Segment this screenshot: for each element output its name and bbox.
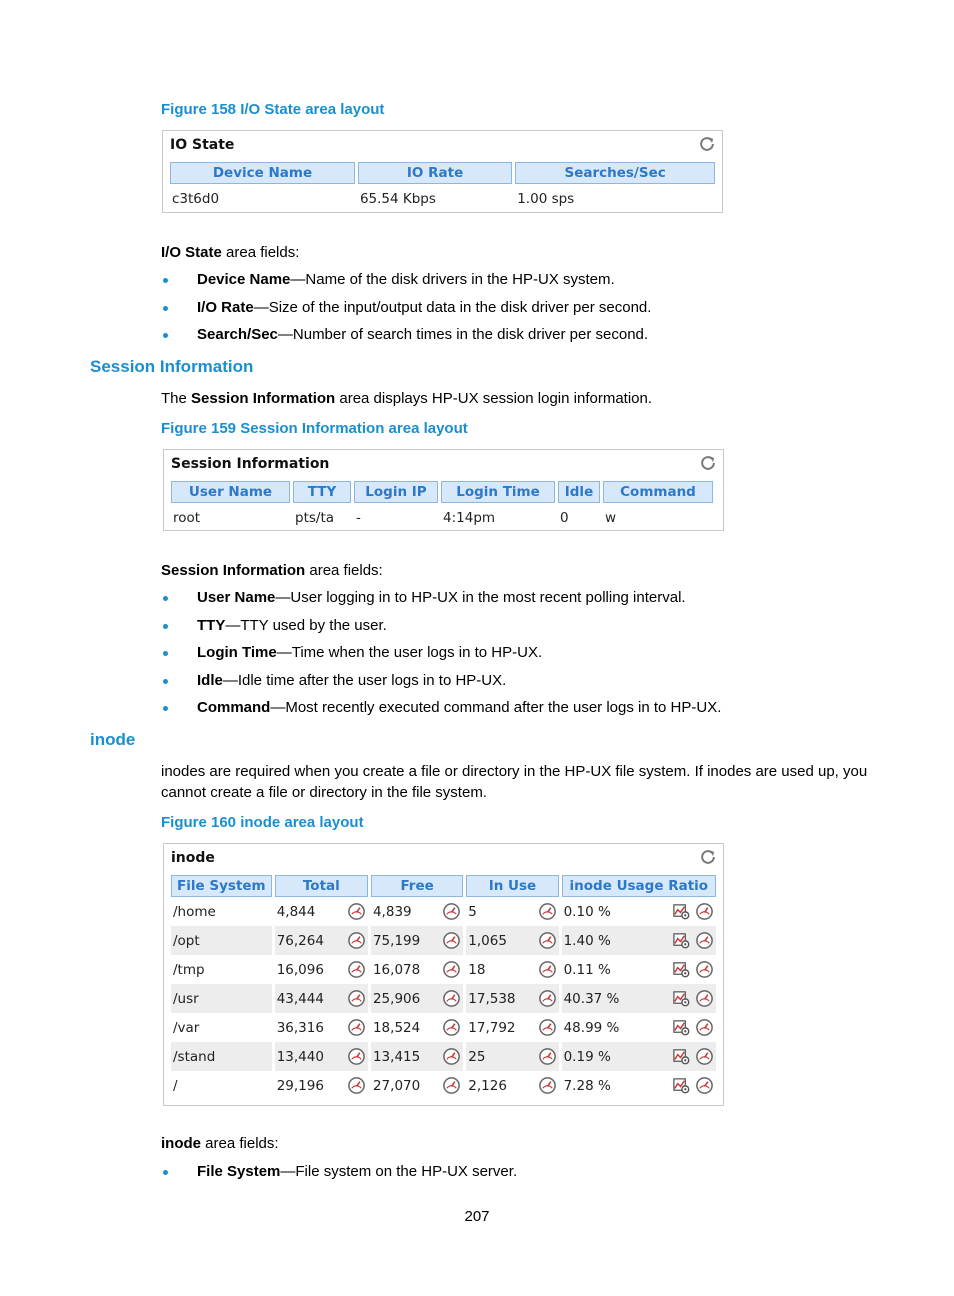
figure-159-caption: Figure 159 Session Information area layout: [161, 420, 468, 437]
in-use-cell: 5: [466, 897, 558, 926]
gauge-icon[interactable]: [442, 989, 461, 1008]
col-login-ip[interactable]: Login IP: [354, 481, 438, 503]
gauge-icon[interactable]: [347, 931, 366, 950]
table-row: [171, 1071, 716, 1100]
col-tty[interactable]: TTY: [293, 481, 351, 503]
col-file-system[interactable]: File System: [171, 875, 272, 897]
gauge-icon[interactable]: [695, 1018, 714, 1037]
gauge-icon[interactable]: [442, 931, 461, 950]
inode-paragraph: inodes are required when you create a file or directory in the HP-UX file system. If inodes are used up, you cannot create a file or directory in the file system.: [161, 763, 868, 801]
gauge-icon[interactable]: [538, 931, 557, 950]
col-free[interactable]: Free: [371, 875, 463, 897]
session-table: [168, 481, 716, 532]
list-item: Idle—Idle time after the user logs in to HP-UX.: [161, 671, 721, 699]
gauge-icon[interactable]: [347, 1047, 366, 1066]
idle-cell: 0: [560, 509, 569, 526]
list-item: I/O Rate—Size of the input/output data in the disk driver per second.: [161, 298, 651, 326]
io-fields-list: [161, 270, 651, 353]
free-cell: 25,906: [371, 984, 463, 1013]
free-cell: 75,199: [371, 926, 463, 955]
chart-settings-icon[interactable]: [672, 989, 691, 1008]
usage-ratio-cell: 0.11 %: [562, 955, 716, 984]
page-number: 207: [464, 1208, 490, 1225]
gauge-icon[interactable]: [538, 989, 557, 1008]
total-cell: 16,096: [275, 955, 368, 984]
panel-title: IO State: [170, 137, 235, 153]
in-use-cell: 17,538: [466, 984, 558, 1013]
col-in-use[interactable]: In Use: [466, 875, 558, 897]
free-cell: 4,839: [371, 897, 463, 926]
free-cell: 16,078: [371, 955, 463, 984]
session-panel: [163, 449, 724, 531]
inode-table: [168, 875, 719, 1100]
col-command[interactable]: Command: [603, 481, 713, 503]
command-cell: w: [605, 509, 617, 526]
gauge-icon[interactable]: [538, 1047, 557, 1066]
usage-ratio-cell: 40.37 %: [562, 984, 716, 1013]
total-cell: 29,196: [275, 1071, 368, 1100]
io-fields-intro: I/O State area fields:: [161, 244, 300, 261]
io-state-table: [167, 162, 718, 213]
total-cell: 43,444: [275, 984, 368, 1013]
gauge-icon[interactable]: [347, 989, 366, 1008]
gauge-icon[interactable]: [695, 989, 714, 1008]
in-use-cell: 17,792: [466, 1013, 558, 1042]
session-fields-list: [161, 588, 721, 726]
usage-ratio-cell: 0.19 %: [562, 1042, 716, 1071]
inode-heading: inode: [90, 730, 136, 749]
chart-settings-icon[interactable]: [672, 931, 691, 950]
list-item: File System—File system on the HP-UX server.: [161, 1162, 517, 1190]
inode-fields-intro: inode area fields:: [161, 1135, 279, 1152]
gauge-icon[interactable]: [695, 960, 714, 979]
list-item: Login Time—Time when the user logs in to HP-UX.: [161, 643, 721, 671]
gauge-icon[interactable]: [442, 960, 461, 979]
total-cell: 76,264: [275, 926, 368, 955]
col-user-name[interactable]: User Name: [171, 481, 290, 503]
table-row: [171, 984, 716, 1013]
figure-160-caption: Figure 160 inode area layout: [161, 814, 364, 831]
col-idle[interactable]: Idle: [558, 481, 600, 503]
file-system-cell: /usr: [171, 984, 272, 1013]
gauge-icon[interactable]: [695, 1047, 714, 1066]
total-cell: 36,316: [275, 1013, 368, 1042]
inode-fields-list: [161, 1162, 517, 1190]
in-use-cell: 1,065: [466, 926, 558, 955]
gauge-icon[interactable]: [347, 1018, 366, 1037]
refresh-icon[interactable]: [698, 135, 716, 153]
table-row: [171, 897, 716, 926]
chart-settings-icon[interactable]: [672, 1076, 691, 1095]
col-searches-sec[interactable]: Searches/Sec: [515, 162, 715, 184]
table-row: [170, 184, 715, 213]
file-system-cell: /opt: [171, 926, 272, 955]
in-use-cell: 2,126: [466, 1071, 558, 1100]
col-device-name[interactable]: Device Name: [170, 162, 355, 184]
login-ip-cell: -: [356, 509, 361, 526]
gauge-icon[interactable]: [442, 902, 461, 921]
in-use-cell: 25: [466, 1042, 558, 1071]
table-row: [171, 1013, 716, 1042]
table-row: [171, 503, 713, 532]
gauge-icon[interactable]: [347, 960, 366, 979]
login-time-cell: 4:14pm: [443, 509, 496, 526]
gauge-icon[interactable]: [538, 1076, 557, 1095]
inode-panel: [163, 843, 724, 1106]
col-inode-usage-ratio[interactable]: inode Usage Ratio: [562, 875, 716, 897]
gauge-icon[interactable]: [442, 1018, 461, 1037]
list-item: User Name—User logging in to HP-UX in the most recent polling interval.: [161, 588, 721, 616]
free-cell: 13,415: [371, 1042, 463, 1071]
gauge-icon[interactable]: [538, 1018, 557, 1037]
col-io-rate[interactable]: IO Rate: [358, 162, 512, 184]
file-system-cell: /stand: [171, 1042, 272, 1071]
file-system-cell: /: [173, 1077, 178, 1094]
session-fields-intro: Session Information area fields:: [161, 562, 383, 579]
user-name-cell: root: [173, 509, 201, 526]
gauge-icon[interactable]: [442, 1076, 461, 1095]
tty-cell: pts/ta: [295, 509, 335, 526]
in-use-cell: 18: [466, 955, 558, 984]
file-system-cell: /var: [173, 1019, 200, 1036]
usage-ratio-cell: 48.99 %: [562, 1013, 716, 1042]
gauge-icon[interactable]: [695, 902, 714, 921]
io-state-panel: [162, 130, 723, 213]
usage-ratio-cell: 7.28 %: [562, 1071, 716, 1100]
gauge-icon[interactable]: [442, 1047, 461, 1066]
device-name-cell: c3t6d0: [172, 190, 220, 207]
io-rate-cell: 65.54 Kbps: [359, 190, 436, 207]
file-system-cell: /home: [173, 903, 216, 920]
list-item: Search/Sec—Number of search times in the disk driver per second.: [161, 325, 651, 353]
searches-cell: 1.00 sps: [517, 190, 575, 207]
col-login-time[interactable]: Login Time: [441, 481, 555, 503]
gauge-icon[interactable]: [538, 960, 557, 979]
table-row: [171, 926, 716, 955]
total-cell: 4,844: [275, 897, 368, 926]
gauge-icon[interactable]: [347, 1076, 366, 1095]
file-system-cell: /tmp: [173, 961, 205, 978]
gauge-icon[interactable]: [538, 902, 557, 921]
panel-title: Session Information: [171, 456, 330, 472]
table-row: [171, 1042, 716, 1071]
usage-ratio-cell: 1.40 %: [562, 926, 716, 955]
gauge-icon[interactable]: [695, 931, 714, 950]
chart-settings-icon[interactable]: [672, 902, 691, 921]
gauge-icon[interactable]: [695, 1076, 714, 1095]
panel-title: inode: [171, 850, 215, 866]
session-intro: The Session Information area displays HP-UX session login information.: [161, 390, 653, 407]
list-item: Device Name—Name of the disk drivers in the HP-UX system.: [161, 270, 651, 298]
session-heading: Session Information: [90, 357, 254, 376]
refresh-icon[interactable]: [699, 454, 717, 472]
free-cell: 18,524: [371, 1013, 463, 1042]
figure-158-caption: Figure 158 I/O State area layout: [161, 101, 385, 118]
chart-settings-icon[interactable]: [672, 1018, 691, 1037]
col-total[interactable]: Total: [275, 875, 368, 897]
total-cell: 13,440: [275, 1042, 368, 1071]
chart-settings-icon[interactable]: [672, 1047, 691, 1066]
refresh-icon[interactable]: [699, 848, 717, 866]
table-row: [171, 955, 716, 984]
free-cell: 27,070: [371, 1071, 463, 1100]
chart-settings-icon[interactable]: [672, 960, 691, 979]
usage-ratio-cell: 0.10 %: [562, 897, 716, 926]
list-item: Command—Most recently executed command after the user logs in to HP-UX.: [161, 698, 721, 726]
list-item: TTY—TTY used by the user.: [161, 616, 721, 644]
gauge-icon[interactable]: [347, 902, 366, 921]
